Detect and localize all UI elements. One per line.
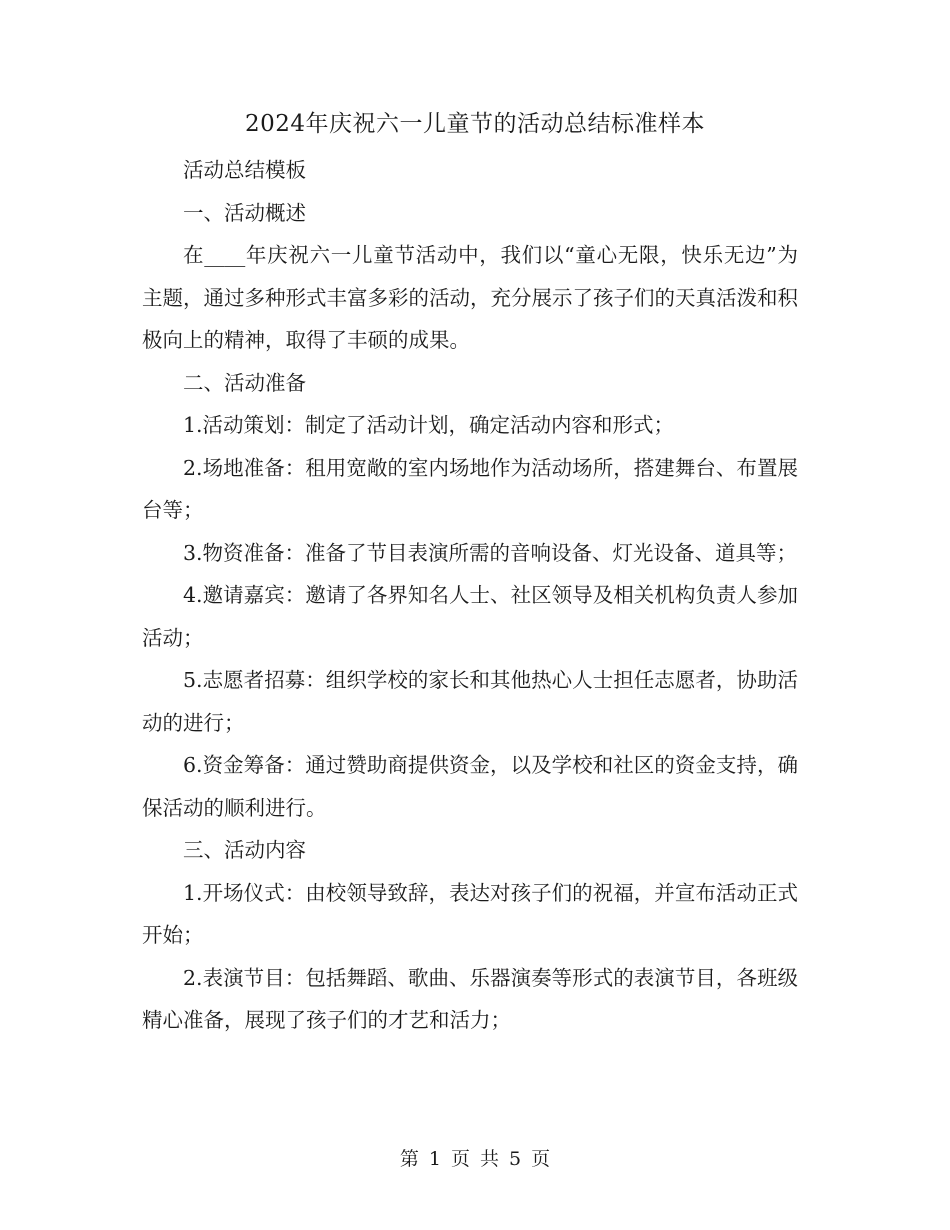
list-item-performances: 2.表演节目：包括舞蹈、歌曲、乐器演奏等形式的表演节目，各班级精心准备，展现了孩子们的才艺和活力； bbox=[142, 965, 798, 1032]
list-item-planning: 1.活动策划：制定了活动计划，确定活动内容和形式； bbox=[183, 413, 675, 437]
document-title: 2024年庆祝六一儿童节的活动总结标准样本 bbox=[244, 111, 706, 137]
list-item-venue: 2.场地准备：租用宽敞的室内场地作为活动场所，搭建舞台、布置展台等； bbox=[142, 455, 798, 522]
list-item-guests: 4.邀请嘉宾：邀请了各界知名人士、社区领导及相关机构负责人参加活动； bbox=[142, 583, 798, 650]
list-item-opening: 1.开场仪式：由校领导致辞，表达对孩子们的祝福，并宣布活动正式开始； bbox=[142, 880, 798, 947]
document-body bbox=[142, 149, 798, 1042]
list-item-materials: 3.物资准备：准备了节目表演所需的音响设备、灯光设备、道具等； bbox=[183, 540, 798, 565]
list-item-volunteers: 5.志愿者招募：组织学校的家长和其他热心人士担任志愿者，协助活动的进行； bbox=[142, 668, 798, 735]
list-item-funding: 6.资金筹备：通过赞助商提供资金，以及学校和社区的资金支持，确保活动的顺利进行。 bbox=[142, 753, 798, 820]
section-heading-preparation: 二、活动准备 bbox=[183, 370, 306, 395]
section-heading-content: 三、活动内容 bbox=[183, 838, 306, 862]
page-footer: 第 1 页 共 5 页 bbox=[399, 1148, 551, 1170]
section-heading-overview: 一、活动概述 bbox=[183, 200, 306, 225]
paragraph-template-heading: 活动总结模板 bbox=[183, 158, 306, 182]
paragraph-overview: 在____年庆祝六一儿童节活动中，我们以“童心无限，快乐无边”为主题，通过多种形式丰富多彩的活动，充分展示了孩子们的天真活泼和积极向上的精神，取得了丰硕的成果。 bbox=[142, 243, 798, 352]
